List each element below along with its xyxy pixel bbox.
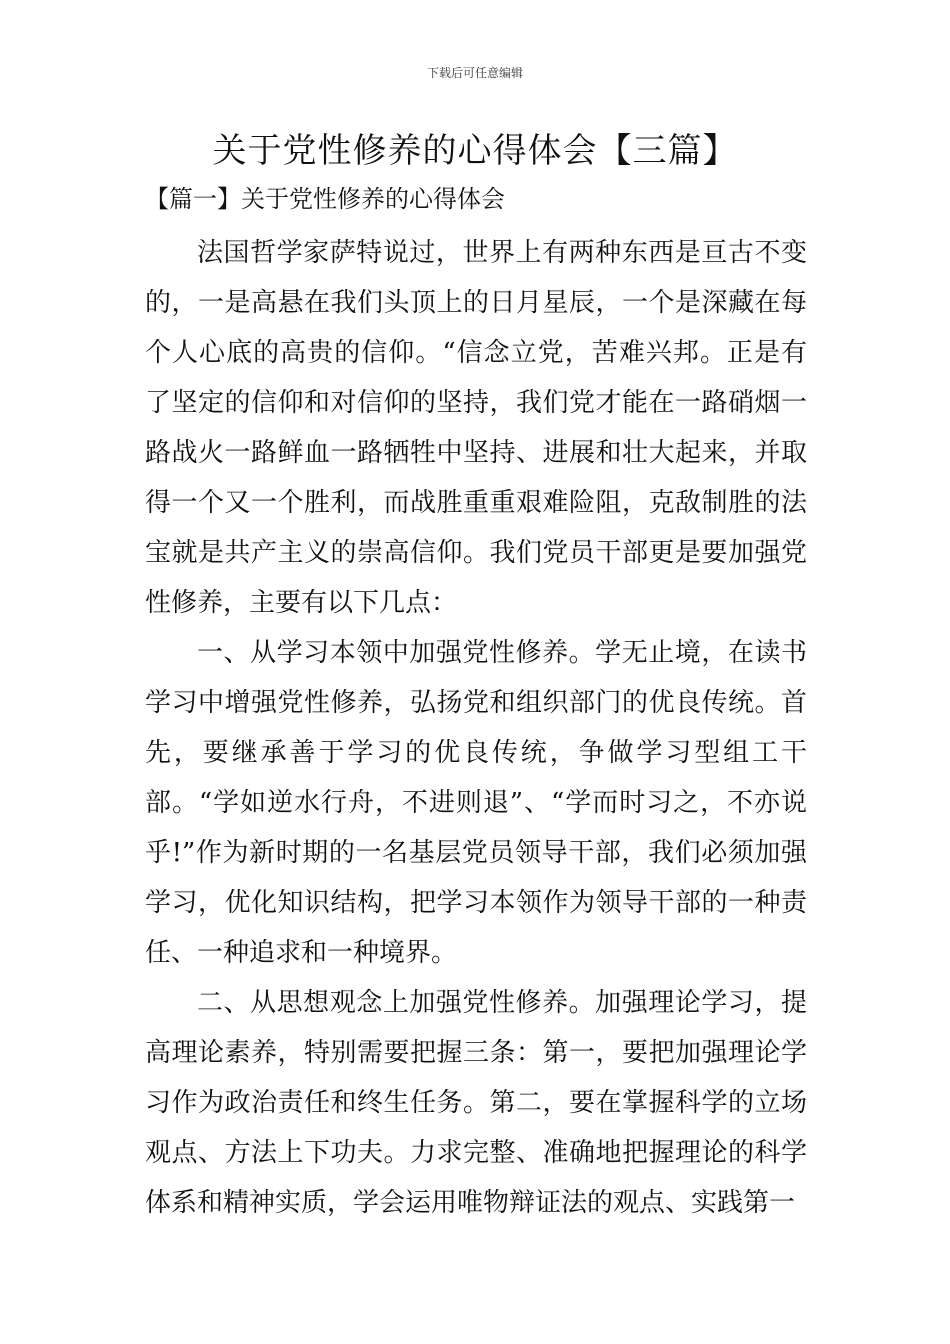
section-heading: 【篇一】关于党性修养的心得体会 xyxy=(145,185,505,213)
header-note: 下载后可任意编辑 xyxy=(426,66,523,80)
paragraph-2: 一、从学习本领中加强党性修养。学无止境，在读书学习中增强党性修养，弘扬党和组织部门的优良传统。首先，要继承善于学习的优良传统，争做学习型组工干部。“学如逆水行舟，不进则退”、“学而时习之，不亦说乎!”作为新时期的一名基层党员领导干部，我们必须加强学习，优化知识结构，把学习本领作为领导干部的一种责任、一种追求和一种境界。 xyxy=(145,638,807,968)
paragraph-3: 二、从思想观念上加强党性修养。加强理论学习，提高理论素养，特别需要把握三条：第一，要把加强理论学习作为政治责任和终生任务。第二，要在掌握科学的立场观点、方法上下功夫。力求完整、准确地把握理论的科学体系和精神实质，学会运用唯物辩证法的观点、实践第一 xyxy=(145,988,807,1218)
paragraph-1: 法国哲学家萨特说过，世界上有两种东西是亘古不变的，一是高悬在我们头顶上的日月星辰，一个是深藏在每个人心底的高贵的信仰。“信念立党，苦难兴邦。正是有了坚定的信仰和对信仰的坚持，我们党才能在一路硝烟一路战火一路鲜血一路牺牲中坚持、进展和壮大起来，并取得一个又一个胜利，而战胜重重艰难险阻，克敌制胜的法宝就是共产主义的崇高信仰。我们党员干部更是要加强党性修养，主要有以下几点： xyxy=(145,238,807,618)
body-text xyxy=(145,228,807,1228)
document-title: 关于党性修养的心得体会【三篇】 xyxy=(212,131,738,171)
